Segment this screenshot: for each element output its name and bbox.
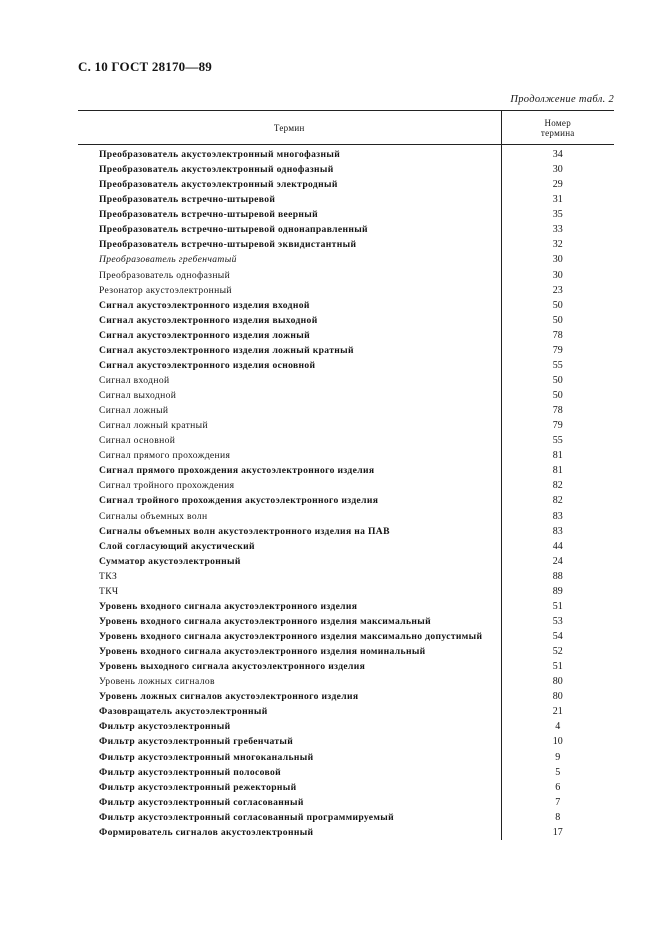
term-number-cell: 24 [501,554,614,569]
term-cell: Уровень ложных сигналов [99,676,215,688]
term-number-cell: 81 [501,463,614,478]
table-row [78,328,614,343]
term-cell: ТКЗ [99,570,118,582]
term-cell: Фильтр акустоэлектронный режекторный [99,781,297,793]
term-cell: Сигнал прямого прохождения [99,450,231,462]
table-row [78,750,614,765]
term-number-cell: 31 [501,192,614,207]
term-number-cell: 4 [501,719,614,734]
table-row [78,569,614,584]
term-cell: Фильтр акустоэлектронный [99,721,231,733]
term-number-cell: 7 [501,795,614,810]
term-number-cell: 30 [501,162,614,177]
term-cell: Фильтр акустоэлектронный гребенчатый [99,736,294,748]
term-cell: Уровень входного сигнала акустоэлектронного изделия [99,600,358,612]
column-header-number-line2: термина [540,127,575,138]
term-cell: Преобразователь акустоэлектронный однофазный [99,164,334,176]
term-number-cell: 5 [501,765,614,780]
term-cell: Слой согласующий акустический [99,540,255,552]
term-cell: Преобразователь гребенчатый [99,254,237,266]
table-row [78,629,614,644]
term-cell: Фильтр акустоэлектронный полосовой [99,766,281,778]
term-number-cell: 10 [501,734,614,749]
term-cell: Сигнал тройного прохождения акустоэлектронного изделия [99,495,379,507]
table-row [78,765,614,780]
term-cell: Сигнал ложный кратный [99,420,208,432]
table-row [78,795,614,810]
term-number-cell: 6 [501,780,614,795]
term-number-cell: 82 [501,493,614,508]
term-number-cell: 83 [501,524,614,539]
term-cell: Уровень ложных сигналов акустоэлектронного изделия [99,691,359,703]
table-row [78,478,614,493]
term-cell: Уровень входного сигнала акустоэлектронного изделия максимально допустимый [99,631,483,643]
term-number-cell: 50 [501,313,614,328]
term-number-cell: 89 [501,584,614,599]
term-number-cell: 35 [501,207,614,222]
term-number-cell: 23 [501,283,614,298]
term-number-cell: 78 [501,403,614,418]
term-number-cell: 55 [501,358,614,373]
term-cell: Сигнал акустоэлектронного изделия ложный кратный [99,344,354,356]
term-cell: Преобразователь встречно-штыревой веерный [99,209,319,221]
table-row [78,463,614,478]
term-cell: Преобразователь акустоэлектронный многофазный [99,149,341,161]
term-number-cell: 82 [501,478,614,493]
terms-table [78,110,614,840]
table-row [78,644,614,659]
term-cell: Уровень входного сигнала акустоэлектронного изделия номинальный [99,646,426,658]
term-cell: Уровень выходного сигнала акустоэлектронного изделия [99,661,366,673]
term-number-cell: 50 [501,373,614,388]
table-row [78,825,614,840]
table-row [78,433,614,448]
table-row [78,524,614,539]
term-number-cell: 54 [501,629,614,644]
term-cell: Сигнал акустоэлектронного изделия входной [99,299,310,311]
column-header-number-line1: Номер [544,117,572,128]
table-row [78,674,614,689]
term-cell: Преобразователь однофазный [99,269,231,281]
term-cell: Преобразователь встречно-штыревой эквидистантный [99,239,357,251]
table-row [78,268,614,283]
table-row [78,493,614,508]
term-cell: Преобразователь акустоэлектронный электродный [99,179,338,191]
table-row [78,719,614,734]
table-row [78,388,614,403]
table-row [78,418,614,433]
term-cell: Фазовращатель акустоэлектронный [99,706,268,718]
table-row [78,207,614,222]
term-number-cell: 88 [501,569,614,584]
table-row [78,403,614,418]
term-number-cell: 52 [501,644,614,659]
table-row [78,298,614,313]
term-cell: Преобразователь встречно-штыревой [99,194,276,206]
table-header-row [78,111,614,145]
table-row [78,448,614,463]
table-row [78,734,614,749]
term-cell: Сигналы объемных волн акустоэлектронного изделия на ПАВ [99,525,390,537]
table-row [78,373,614,388]
term-number-cell: 79 [501,343,614,358]
term-number-cell: 8 [501,810,614,825]
term-number-cell: 51 [501,599,614,614]
term-cell: Сигнал ложный [99,405,169,417]
table-row [78,509,614,524]
table-row [78,584,614,599]
term-number-cell: 29 [501,177,614,192]
table-row [78,222,614,237]
term-cell: ТКЧ [99,585,119,597]
term-cell: Сигнал входной [99,374,170,386]
term-number-cell: 44 [501,539,614,554]
term-number-cell: 81 [501,448,614,463]
table-row [78,614,614,629]
term-cell: Формирователь сигналов акустоэлектронный [99,826,314,838]
table-row [78,554,614,569]
table-row [78,283,614,298]
table-row [78,313,614,328]
term-cell: Фильтр акустоэлектронный согласованный [99,796,304,808]
term-number-cell: 50 [501,388,614,403]
term-cell: Сигналы объемных волн [99,510,208,522]
term-cell: Резонатор акустоэлектронный [99,284,232,296]
term-number-cell: 53 [501,614,614,629]
table-row [78,237,614,252]
term-number-cell: 33 [501,222,614,237]
term-number-cell: 80 [501,689,614,704]
table-row [78,539,614,554]
term-number-cell: 80 [501,674,614,689]
table-body [78,145,614,840]
term-number-cell: 55 [501,433,614,448]
table-row [78,659,614,674]
term-cell: Фильтр акустоэлектронный согласованный программируемый [99,811,394,823]
table-row [78,177,614,192]
table-row [78,343,614,358]
term-number-cell: 30 [501,268,614,283]
term-cell: Сигнал тройного прохождения [99,480,235,492]
term-number-cell: 79 [501,418,614,433]
table-row [78,780,614,795]
table-row [78,162,614,177]
term-number-cell: 30 [501,252,614,267]
term-cell: Уровень входного сигнала акустоэлектронного изделия максимальный [99,615,431,627]
term-number-cell: 34 [501,145,614,163]
table-row [78,358,614,373]
term-number-cell: 78 [501,328,614,343]
term-cell: Сигнал выходной [99,390,177,402]
term-number-cell: 83 [501,509,614,524]
term-number-cell: 51 [501,659,614,674]
page-header: С. 10 ГОСТ 28170—89 [78,59,212,74]
column-header-number [501,111,614,145]
term-cell: Сигнал акустоэлектронного изделия выходной [99,314,318,326]
term-number-cell: 32 [501,237,614,252]
term-cell: Преобразователь встречно-штыревой однонаправленный [99,224,368,236]
table-continuation-label: Продолжение табл. 2 [510,94,614,105]
table-row [78,145,614,163]
column-header-term: Термин [78,111,501,145]
table-row [78,689,614,704]
table-row [78,192,614,207]
table-row [78,810,614,825]
term-number-cell: 21 [501,704,614,719]
table-row [78,704,614,719]
table-row [78,252,614,267]
term-cell: Сигнал акустоэлектронного изделия ложный [99,329,310,341]
term-number-cell: 9 [501,750,614,765]
term-cell: Сигнал прямого прохождения акустоэлектронного изделия [99,465,375,477]
table-row [78,599,614,614]
term-number-cell: 50 [501,298,614,313]
term-number-cell: 17 [501,825,614,840]
term-cell: Фильтр акустоэлектронный многоканальный [99,751,314,763]
term-cell: Сигнал акустоэлектронного изделия основной [99,359,316,371]
term-cell: Сумматор акустоэлектронный [99,555,241,567]
term-cell: Сигнал основной [99,435,176,447]
